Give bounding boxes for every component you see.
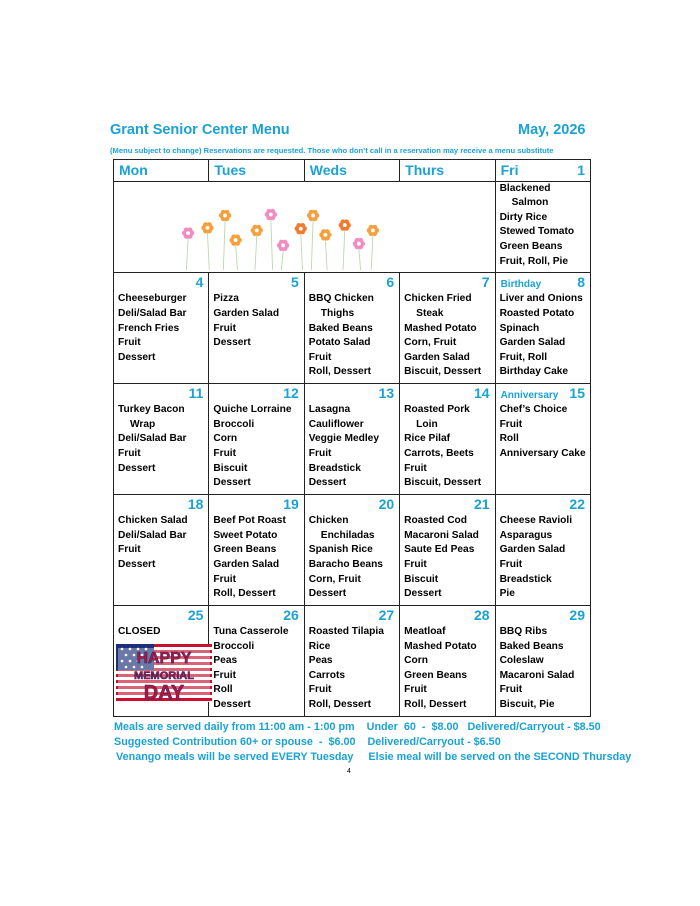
day-number: 6	[386, 274, 395, 291]
menu-item: Broccoli	[213, 418, 255, 430]
menu-item: Cheese Ravioli	[499, 515, 573, 527]
menu-item: Spinach	[499, 322, 540, 334]
menu-item: Stewed Tomato	[499, 226, 575, 238]
menu-item: Garden Salad	[499, 337, 566, 349]
menu-item: Dessert	[308, 477, 347, 489]
cell-may-28	[400, 606, 495, 717]
svg-text:HAPPY: HAPPY	[136, 649, 192, 667]
menu-item: Asparagus	[499, 529, 553, 541]
footer-locations: Venango meals will be served EVERY Tuesday Elsie meal will be served on the SECOND Thursday	[116, 751, 632, 763]
menu-item: Mashed Potato	[404, 640, 477, 652]
menu-item: Rice	[308, 640, 331, 652]
menu-item: Fruit	[499, 684, 523, 696]
flower	[307, 209, 319, 269]
menu-item: Coleslaw	[499, 655, 544, 667]
day-number: 14	[473, 385, 490, 402]
day-name: Tues	[214, 162, 247, 178]
menu-item: Biscuit	[213, 462, 248, 474]
flower	[229, 234, 241, 270]
menu-item: Garden Salad	[404, 351, 470, 363]
cell-may-18	[114, 495, 209, 606]
day-name: Thurs	[405, 162, 445, 178]
closed-label: CLOSED	[118, 626, 161, 638]
menu-item: Fruit	[404, 462, 427, 474]
menu-item: Macaroni Salad	[499, 669, 575, 681]
menu-calendar	[113, 159, 591, 717]
menu-item: Green Beans	[404, 669, 468, 681]
day-number: 21	[473, 496, 490, 513]
menu-item: Loin	[416, 418, 438, 430]
menu-item: Carrots, Beets	[404, 448, 474, 460]
menu-item: Fruit	[499, 558, 523, 570]
menu-item: Cauliflower	[308, 418, 364, 430]
flowers-decoration	[114, 182, 495, 270]
cell-may-6	[304, 273, 399, 384]
menu-items	[400, 625, 494, 713]
reservation-notice: (Menu subject to change) Reservations are requested. Those who don’t call in a reservation may receive a menu substitute	[110, 146, 554, 155]
menu-item: Wrap	[130, 418, 156, 430]
flower	[367, 224, 379, 269]
menu-item: Enchiladas	[320, 529, 375, 541]
cell-may-21	[400, 495, 495, 606]
menu-items	[496, 403, 590, 461]
flower	[277, 239, 289, 269]
menu-items	[305, 403, 399, 491]
menu-item: Biscuit, Dessert	[404, 477, 482, 489]
cell-may-12	[209, 384, 304, 495]
menu-item: French Fries	[118, 322, 180, 334]
menu-item: Anniversary Cake	[499, 448, 586, 460]
menu-item: Fruit	[213, 448, 237, 460]
menu-item: Fruit	[308, 684, 332, 696]
menu-item: Deli/Salad Bar	[118, 433, 187, 445]
menu-item: Fruit	[213, 573, 237, 585]
menu-item: Pie	[499, 588, 515, 600]
menu-items	[209, 403, 303, 491]
menu-item: Meatloaf	[404, 626, 446, 638]
flowers-cell	[114, 181, 496, 273]
menu-items	[114, 514, 208, 572]
flower	[182, 227, 194, 270]
menu-item: Chef’s Choice	[499, 404, 568, 416]
menu-items	[209, 292, 303, 350]
menu-item: Fruit	[404, 558, 427, 570]
day-number: 5	[290, 274, 299, 291]
menu-items	[400, 403, 494, 491]
menu-items	[400, 292, 494, 380]
day-number: 22	[569, 496, 585, 513]
menu-item: Chicken Fried	[404, 293, 472, 305]
menu-item: Cheeseburger	[118, 293, 187, 305]
svg-text:MEMORIAL: MEMORIAL	[134, 669, 194, 682]
menu-item: Dessert	[213, 699, 251, 711]
menu-item: Lasagna	[308, 404, 351, 416]
menu-item: Green Beans	[213, 544, 277, 556]
menu-items	[114, 292, 208, 365]
menu-item: Biscuit	[404, 573, 439, 585]
menu-item: Biscuit, Dessert	[404, 366, 482, 378]
day-number: 13	[378, 385, 395, 402]
header-thu	[400, 160, 495, 182]
menu-items	[496, 514, 590, 602]
day-number: 19	[283, 496, 299, 513]
menu-items	[496, 625, 590, 713]
menu-item: Fruit	[118, 448, 141, 460]
menu-item: Fruit	[308, 448, 332, 460]
menu-item: Baked Beans	[499, 640, 564, 652]
flower	[339, 219, 351, 270]
day-number: 25	[187, 607, 204, 624]
menu-item: Fruit	[118, 337, 141, 349]
day-number: 29	[569, 607, 585, 624]
menu-item: Fruit	[213, 669, 237, 681]
cell-may-11	[114, 384, 209, 495]
flower	[295, 223, 307, 270]
menu-item: Peas	[213, 655, 238, 667]
day-name: Weds	[309, 162, 347, 178]
menu-item: Breadstick	[308, 462, 361, 474]
menu-items	[496, 292, 590, 380]
menu-item: Thighs	[320, 307, 355, 319]
footer-contribution: Suggested Contribution 60+ or spouse - $6.00 Delivered/Carryout - $6.50	[114, 736, 501, 748]
menu-item: Baked Beans	[308, 322, 373, 334]
menu-item: Dessert	[308, 588, 347, 600]
menu-item: BBQ Chicken	[308, 293, 374, 305]
menu-item: Fruit	[213, 322, 237, 334]
menu-item: Roll, Dessert	[308, 366, 372, 378]
menu-item: Dessert	[213, 477, 251, 489]
day-number: 4	[195, 274, 204, 291]
menu-item: Beef Pot Roast	[213, 515, 286, 527]
menu-items	[209, 625, 303, 713]
cell-may-25	[114, 606, 209, 717]
menu-item: Rice Pilaf	[404, 433, 451, 445]
menu-item: Broccoli	[213, 640, 255, 652]
menu-item: Birthday Cake	[499, 366, 569, 378]
menu-item: Roll, Dessert	[213, 588, 276, 600]
cell-may-13	[304, 384, 399, 495]
birthday-label: Birthday	[500, 279, 542, 291]
menu-item: Peas	[308, 655, 333, 667]
menu-item: BBQ Ribs	[499, 626, 548, 638]
menu-item: Roll	[499, 433, 519, 445]
cell-may-22	[495, 495, 590, 606]
footer-meal-times: Meals are served daily from 11:00 am - 1:00 pm Under 60 - $8.00 Delivered/Carryout - $8.50	[114, 721, 601, 733]
menu-item: Fruit	[308, 351, 332, 363]
menu-items	[400, 514, 494, 602]
menu-item: Roasted Potato	[499, 307, 575, 319]
menu-item: Sweet Potato	[213, 529, 278, 541]
menu-item: Saute Ed Peas	[404, 544, 475, 556]
day-number: 18	[187, 496, 204, 513]
menu-item: Garden Salad	[213, 307, 280, 319]
cell-may-8	[495, 273, 590, 384]
menu-items	[496, 182, 590, 270]
cell-may-29	[495, 606, 590, 717]
menu-item: Fruit	[118, 544, 141, 556]
day-number: 1	[577, 162, 585, 178]
menu-item: Carrots	[308, 669, 346, 681]
cell-may-15	[495, 384, 590, 495]
day-number: 28	[473, 607, 490, 624]
menu-date: May, 2026	[518, 122, 586, 138]
header-mon	[114, 160, 209, 182]
cell-may-14	[400, 384, 495, 495]
menu-item: Fruit, Roll	[499, 351, 548, 363]
menu-item: Baracho Beans	[308, 558, 383, 570]
menu-item: Fruit	[499, 418, 523, 430]
cell-may-27	[304, 606, 399, 717]
menu-items	[114, 403, 208, 476]
menu-item: Dessert	[118, 558, 156, 570]
menu-item: Green Beans	[499, 241, 563, 253]
day-number: 7	[481, 274, 490, 291]
cell-may-1	[495, 181, 590, 273]
menu-item: Breadstick	[499, 573, 552, 585]
menu-item: Dessert	[118, 462, 156, 474]
menu-item: Fruit	[404, 684, 427, 696]
menu-item: Dessert	[118, 351, 156, 363]
menu-item: Macaroni Salad	[404, 529, 479, 541]
day-number: 26	[283, 607, 299, 624]
menu-item: Spanish Rice	[308, 544, 373, 556]
menu-item: Liver and Onions	[499, 293, 583, 305]
cell-may-19	[209, 495, 304, 606]
memorial-day-flag-image	[116, 644, 212, 702]
day-name: Fri	[500, 162, 519, 178]
day-number: 8	[577, 274, 585, 291]
flower	[265, 209, 277, 270]
cell-may-7	[400, 273, 495, 384]
menu-item: Veggie Medley	[308, 433, 379, 445]
flower	[251, 224, 263, 269]
day-number: 11	[188, 385, 204, 402]
menu-item: Roll	[213, 684, 233, 696]
menu-item: Corn, Fruit	[308, 573, 361, 585]
menu-item: Chicken Salad	[118, 515, 188, 527]
anniversary-label: Anniversary	[500, 390, 559, 402]
day-number: 15	[569, 385, 585, 402]
menu-item: Roll, Dessert	[308, 699, 372, 711]
menu-item: Steak	[416, 307, 444, 319]
day-number: 27	[378, 607, 395, 624]
menu-item: Pizza	[213, 293, 239, 305]
page-number: 4	[347, 768, 351, 775]
menu-item: Garden Salad	[213, 558, 280, 570]
menu-item: Dessert	[213, 337, 251, 349]
cell-may-4	[114, 273, 209, 384]
menu-item: Fruit, Roll, Pie	[499, 255, 569, 267]
menu-item: Potato Salad	[308, 337, 371, 349]
menu-item: Salmon	[511, 197, 549, 209]
flower	[201, 222, 213, 270]
flower	[319, 229, 331, 270]
cell-may-5	[209, 273, 304, 384]
day-number: 20	[378, 496, 395, 513]
menu-item: Deli/Salad Bar	[118, 307, 187, 319]
flower	[219, 209, 231, 269]
menu-items	[305, 514, 399, 602]
menu-item: Dirty Rice	[499, 211, 548, 223]
header-wed	[304, 160, 399, 182]
menu-item: Biscuit, Pie	[499, 699, 555, 711]
header-tue	[209, 160, 304, 182]
menu-item: Quiche Lorraine	[213, 404, 292, 416]
menu-item: Roll, Dessert	[404, 699, 467, 711]
menu-item: Turkey Bacon	[118, 404, 185, 416]
menu-item: Chicken	[308, 515, 349, 527]
menu-item: Roasted Tilapia	[308, 626, 384, 638]
menu-item: Mashed Potato	[404, 322, 477, 334]
day-number: 12	[283, 385, 299, 402]
menu-item: Corn	[404, 655, 428, 667]
menu-item: Corn, Fruit	[404, 337, 457, 349]
menu-item: Corn	[213, 433, 238, 445]
svg-text:DAY: DAY	[143, 681, 185, 702]
menu-items	[305, 292, 399, 380]
menu-item: Dessert	[404, 588, 442, 600]
header-fri	[495, 160, 590, 182]
day-name: Mon	[119, 162, 148, 178]
menu-item: Deli/Salad Bar	[118, 529, 187, 541]
menu-item: Roasted Pork	[404, 404, 470, 416]
flower	[353, 238, 365, 270]
menu-item: Garden Salad	[499, 544, 566, 556]
menu-item: Blackened	[499, 182, 551, 194]
menu-items	[305, 625, 399, 713]
cell-may-26	[209, 606, 304, 717]
menu-items	[209, 514, 303, 602]
cell-may-20	[304, 495, 399, 606]
menu-item: Roasted Cod	[404, 515, 467, 527]
menu-item: Tuna Casserole	[213, 626, 289, 638]
menu-title: Grant Senior Center Menu	[110, 122, 290, 138]
